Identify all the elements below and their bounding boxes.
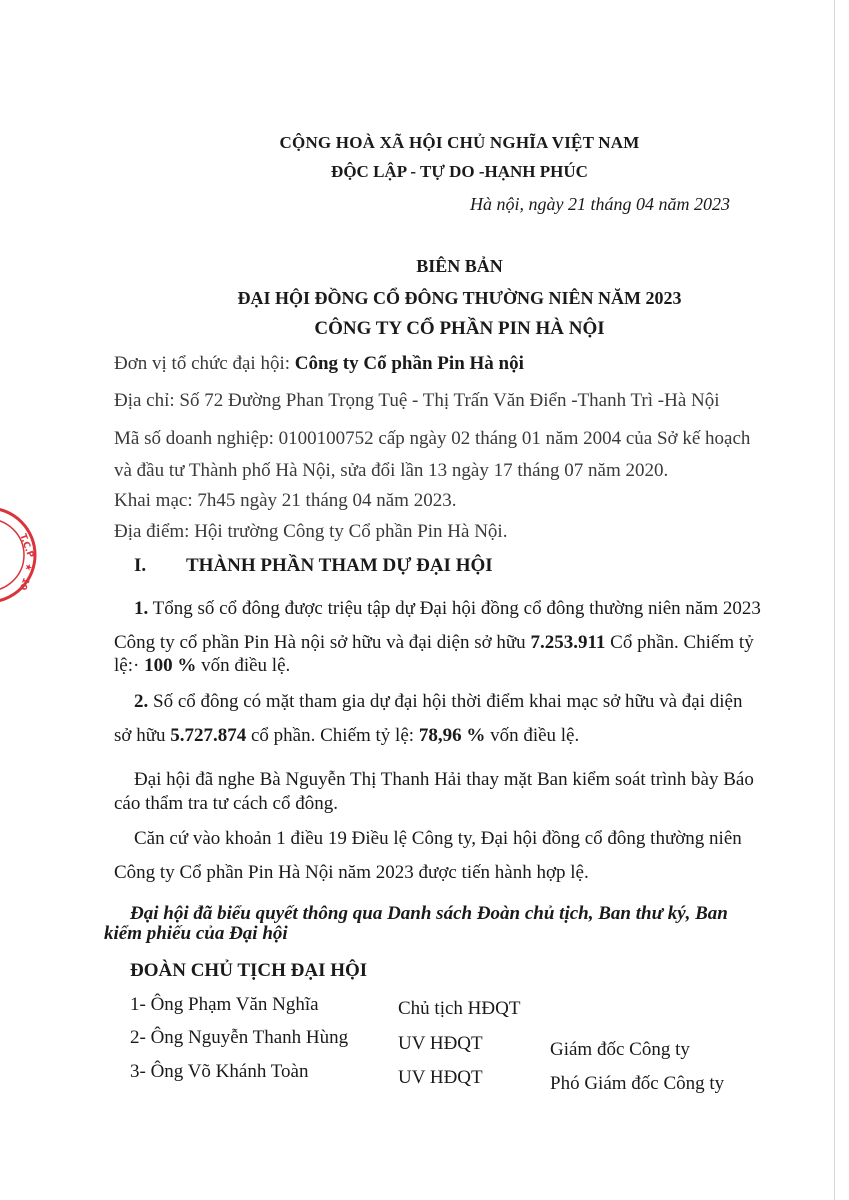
para2-text-2: sở hữu	[114, 725, 171, 746]
presidium-member-2-name: 2- Ông Nguyễn Thanh Hùng	[130, 1027, 349, 1048]
para1-percent: 100 %	[144, 655, 197, 676]
address-line: Địa chỉ: Số 72 Đường Phan Trọng Tuệ - Thị Trấn Văn Điển -Thanh Trì -Hà Nội	[114, 390, 720, 411]
para1-text-2-tail: Cổ phần. Chiếm tỷ	[605, 632, 754, 653]
document-title: BIÊN BẢN	[416, 256, 503, 276]
para1-number: 1.	[134, 598, 149, 619]
national-motto: ĐỘC LẬP - TỰ DO -HẠNH PHÚC	[331, 162, 588, 181]
para2-text-1: Số cổ đông có mặt tham gia dự đại hội thời điểm khai mạc sở hữu và đại diện	[148, 691, 743, 712]
section-number: I.	[134, 555, 147, 576]
svg-text:10: 10	[16, 575, 31, 592]
para2-shares: 5.727.874	[170, 725, 247, 746]
presidium-heading: ĐOÀN CHỦ TỊCH ĐẠI HỘI	[130, 960, 368, 981]
opening-line: Khai mạc: 7h45 ngày 21 tháng 04 năm 2023.	[114, 490, 457, 511]
presidium-member-2-position: Giám đốc Công ty	[550, 1039, 690, 1060]
company-title: CÔNG TY CỔ PHẦN PIN HÀ NỘI	[314, 318, 605, 339]
para2-percent: 78,96 %	[418, 725, 486, 746]
para1-line-3	[114, 654, 290, 678]
presidium-member-3-position: Phó Giám đốc Công ty	[550, 1073, 725, 1094]
section-heading: THÀNH PHẦN THAM DỰ ĐẠI HỘI	[186, 555, 493, 576]
organizer-line	[114, 352, 524, 376]
national-title: CỘNG HOÀ XÃ HỘI CHỦ NGHĨA VIỆT NAM	[279, 133, 640, 152]
meeting-title: ĐẠI HỘI ĐỒNG CỔ ĐÔNG THƯỜNG NIÊN NĂM 2023	[237, 288, 682, 308]
para5-line-1: Đại hội đã biểu quyết thông qua Danh sách Đoàn chủ tịch, Ban thư ký, Ban	[130, 903, 728, 924]
para2-number: 2.	[134, 691, 149, 712]
tax-code-line-1: Mã số doanh nghiệp: 0100100752 cấp ngày 02 tháng 01 năm 2004 của Sở kế hoạch	[114, 428, 751, 449]
presidium-member-3-name: 3- Ông Võ Khánh Toàn	[130, 1061, 309, 1082]
presidium-member-2-role: UV HĐQT	[398, 1033, 483, 1054]
para1-text-1: Tổng số cổ đông được triệu tập dự Đại hội đồng cổ đông thường niên năm 2023	[148, 598, 761, 619]
para1-text-2: Công ty cổ phần Pin Hà nội sở hữu và đại diện sở hữu	[114, 632, 531, 653]
para4-line-1: Căn cứ vào khoản 1 điều 19 Điều lệ Công ty, Đại hội đồng cổ đông thường niên	[134, 828, 742, 849]
organizer-label: Đơn vị tổ chức đại hội:	[114, 353, 295, 374]
para2-line-1	[134, 690, 742, 714]
para5-line-2: kiểm phiếu của Đại hội	[104, 923, 288, 944]
venue-line: Địa điểm: Hội trường Công ty Cổ phần Pin Hà Nội.	[114, 521, 508, 542]
para4-line-2: Công ty Cổ phần Pin Hà Nội năm 2023 được tiến hành hợp lệ.	[114, 862, 589, 883]
para1-text-3: lệ:·	[114, 655, 145, 676]
presidium-member-1-name: 1- Ông Phạm Văn Nghĩa	[130, 994, 319, 1015]
svg-text:T.C.P: T.C.P	[17, 532, 36, 560]
presidium-member-3-role: UV HĐQT	[398, 1067, 483, 1088]
tax-code-line-2: và đầu tư Thành phố Hà Nội, sửa đổi lần 13 ngày 17 tháng 07 năm 2020.	[114, 460, 669, 481]
para2-text-tail: vốn điều lệ.	[485, 725, 580, 746]
para2-text-mid: cổ phần. Chiếm tỷ lệ:	[246, 725, 419, 746]
organizer-value: Công ty Cổ phần Pin Hà nội	[294, 353, 524, 374]
para1-line-2	[114, 631, 754, 655]
dateline: Hà nội, ngày 21 tháng 04 năm 2023	[470, 194, 730, 214]
para1-text-3-tail: vốn điều lệ.	[196, 655, 291, 676]
svg-text:★: ★	[22, 562, 33, 572]
para2-line-2	[114, 724, 579, 748]
para1-shares: 7.253.911	[530, 632, 606, 653]
para3-line-2: cáo thẩm tra tư cách cổ đông.	[114, 793, 338, 814]
presidium-member-1-role: Chủ tịch HĐQT	[398, 998, 521, 1019]
para1-line-1	[134, 597, 761, 621]
para3-line-1: Đại hội đã nghe Bà Nguyễn Thị Thanh Hải thay mặt Ban kiểm soát trình bày Báo	[134, 769, 754, 790]
company-seal-stamp	[0, 505, 38, 605]
